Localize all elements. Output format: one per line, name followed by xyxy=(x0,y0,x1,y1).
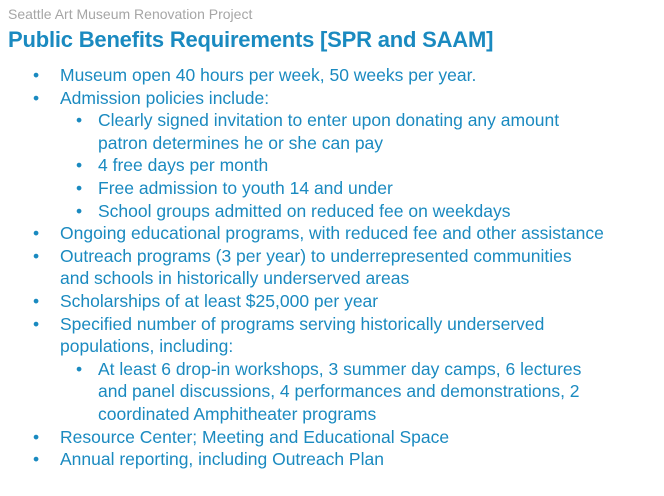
sub-item-school-groups xyxy=(0,200,664,223)
sub-bullet-icon: • xyxy=(76,177,83,198)
item-text: and panel discussions, 4 performances and demonstrations, 2 xyxy=(98,381,580,402)
item-text: At least 6 drop-in workshops, 3 summer day camps, 6 lectures xyxy=(98,358,582,379)
item-text: Annual reporting, including Outreach Plan xyxy=(60,449,384,470)
item-text: patron determines he or she can pay xyxy=(98,132,384,153)
bullet-icon: • xyxy=(33,313,40,334)
item-text: Outreach programs (3 per year) to underrepresented communities xyxy=(60,245,572,266)
bullet-icon: • xyxy=(33,426,40,447)
sub-item-workshops xyxy=(0,358,664,426)
sub-item-free-days xyxy=(0,154,664,177)
list-item-scholarships xyxy=(0,290,664,313)
list-item-educational xyxy=(0,222,664,245)
sub-bullet-icon: • xyxy=(76,155,83,176)
item-text: and schools in historically underserved areas xyxy=(60,268,410,289)
item-text: Resource Center; Meeting and Educational Space xyxy=(60,426,450,447)
slide-title: Public Benefits Requirements [SPR and SAAM] xyxy=(8,27,494,52)
item-text: Scholarships of at least $25,000 per year xyxy=(60,290,379,311)
item-text: School groups admitted on reduced fee on weekdays xyxy=(98,200,511,221)
sub-item-invitation xyxy=(0,109,664,154)
sub-bullet-icon: • xyxy=(76,200,83,221)
item-text: Ongoing educational programs, with reduced fee and other assistance xyxy=(60,223,604,244)
list-item-reporting xyxy=(0,448,664,471)
requirements-list xyxy=(0,64,664,471)
item-text: coordinated Amphitheater programs xyxy=(98,403,377,424)
bullet-icon: • xyxy=(33,245,40,266)
bullet-icon: • xyxy=(33,449,40,470)
project-label: Seattle Art Museum Renovation Project xyxy=(8,6,253,22)
list-item-programs xyxy=(0,313,664,358)
bullet-icon: • xyxy=(33,290,40,311)
bullet-icon: • xyxy=(33,65,40,85)
item-text: populations, including: xyxy=(60,336,234,357)
sub-bullet-icon: • xyxy=(76,110,83,131)
item-text: Museum open 40 hours per week, 50 weeks per year. xyxy=(60,65,477,85)
item-text: Admission policies include: xyxy=(60,87,270,108)
item-text: Specified number of programs serving historically underserved xyxy=(60,313,545,334)
item-text: 4 free days per month xyxy=(98,155,269,176)
item-text: Free admission to youth 14 and under xyxy=(98,177,393,198)
sub-item-youth xyxy=(0,177,664,200)
list-item-admission xyxy=(0,87,664,110)
bullet-icon: • xyxy=(33,87,40,108)
list-item-hours xyxy=(0,64,664,87)
sub-bullet-icon: • xyxy=(76,358,83,379)
list-item-resource-center xyxy=(0,426,664,449)
bullet-icon: • xyxy=(33,223,40,244)
list-item-outreach xyxy=(0,245,664,290)
item-text: Clearly signed invitation to enter upon donating any amount xyxy=(98,110,560,131)
